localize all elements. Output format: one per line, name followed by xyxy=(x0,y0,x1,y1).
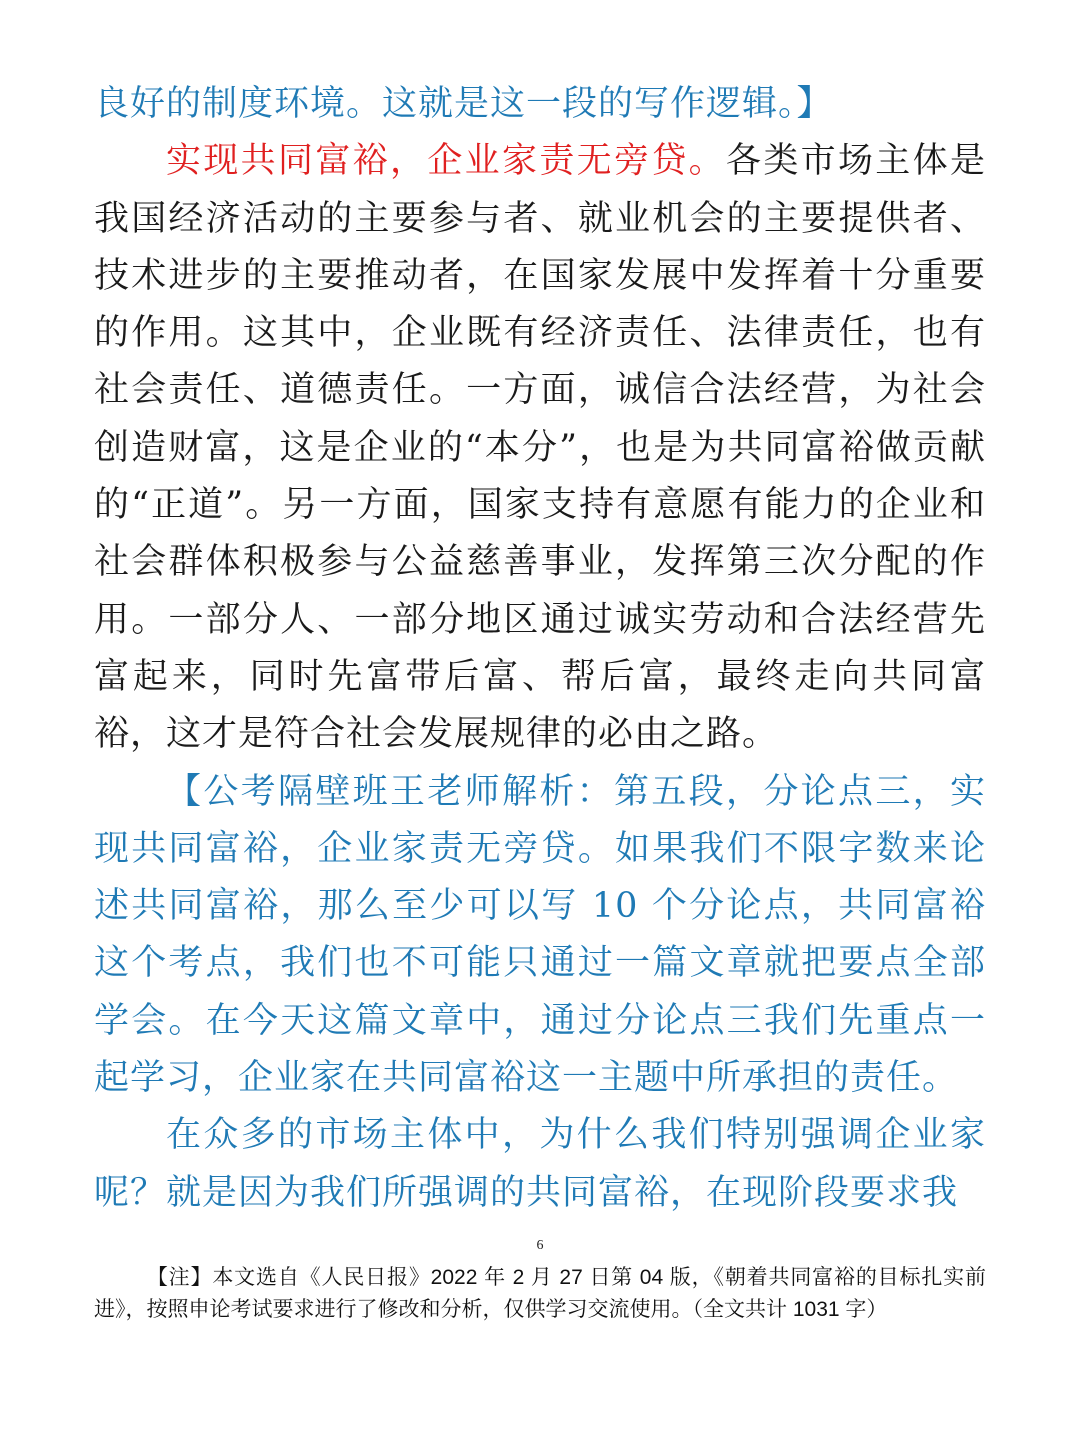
footnote xyxy=(94,1262,986,1326)
analysis-paragraph xyxy=(94,764,986,1108)
footnote-text: 【注】本文选自《人民日报》2022 年 2 月 27 日第 04 版，《朝着共同富裕的目标扎实前进》，按照申论考试要求进行了修改和分析，仅供学习交流使用。（全文共计 1031 字） xyxy=(94,1266,986,1321)
analysis-text: 良好的制度环境。这就是这一段的写作逻辑。】 xyxy=(94,84,833,124)
analysis-text: 【公考隔壁班王老师解析：第五段，分论点三，实现共同富裕，企业家责无旁贷。如果我们不限字数来论述共同富裕，那么至少可以写 10 个分论点，共同富裕这个考点，我们也不可能只通过一篇文章就把要点全部学会。在今天这篇文章中，通过分论点三我们先重点一起学习，企业家在共同富裕这一主题中所承担的责任。 xyxy=(94,771,986,1099)
document-body xyxy=(94,76,986,1222)
page-number: 6 xyxy=(536,1238,544,1253)
article-text: 各类市场主体是我国经济活动的主要参与者、就业机会的主要提供者、技术进步的主要推动者，在国家发展中发挥着十分重要的作用。这其中，企业既有经济责任、法律责任，也有社会责任、道德责任。一方面，诚信合法经营，为社会创造财富，这是企业的“本分”，也是为共同富裕做贡献的“正道”。另一方面，国家支持有意愿有能力的企业和社会群体积极参与公益慈善事业，发挥第三次分配的作用。一部分人、一部分地区通过诚实劳动和合法经营先富起来，同时先富带后富、帮后富，最终走向共同富裕，这才是符合社会发展规律的必由之路。 xyxy=(94,141,986,755)
analysis-paragraph-tail xyxy=(94,76,986,133)
analysis-paragraph xyxy=(94,1107,986,1222)
analysis-text: 在众多的市场主体中，为什么我们特别强调企业家呢？就是因为我们所强调的共同富裕，在现阶段要求我 xyxy=(94,1115,986,1213)
article-paragraph xyxy=(94,133,986,763)
section-heading: 实现共同富裕，企业家责无旁贷。 xyxy=(166,141,726,182)
